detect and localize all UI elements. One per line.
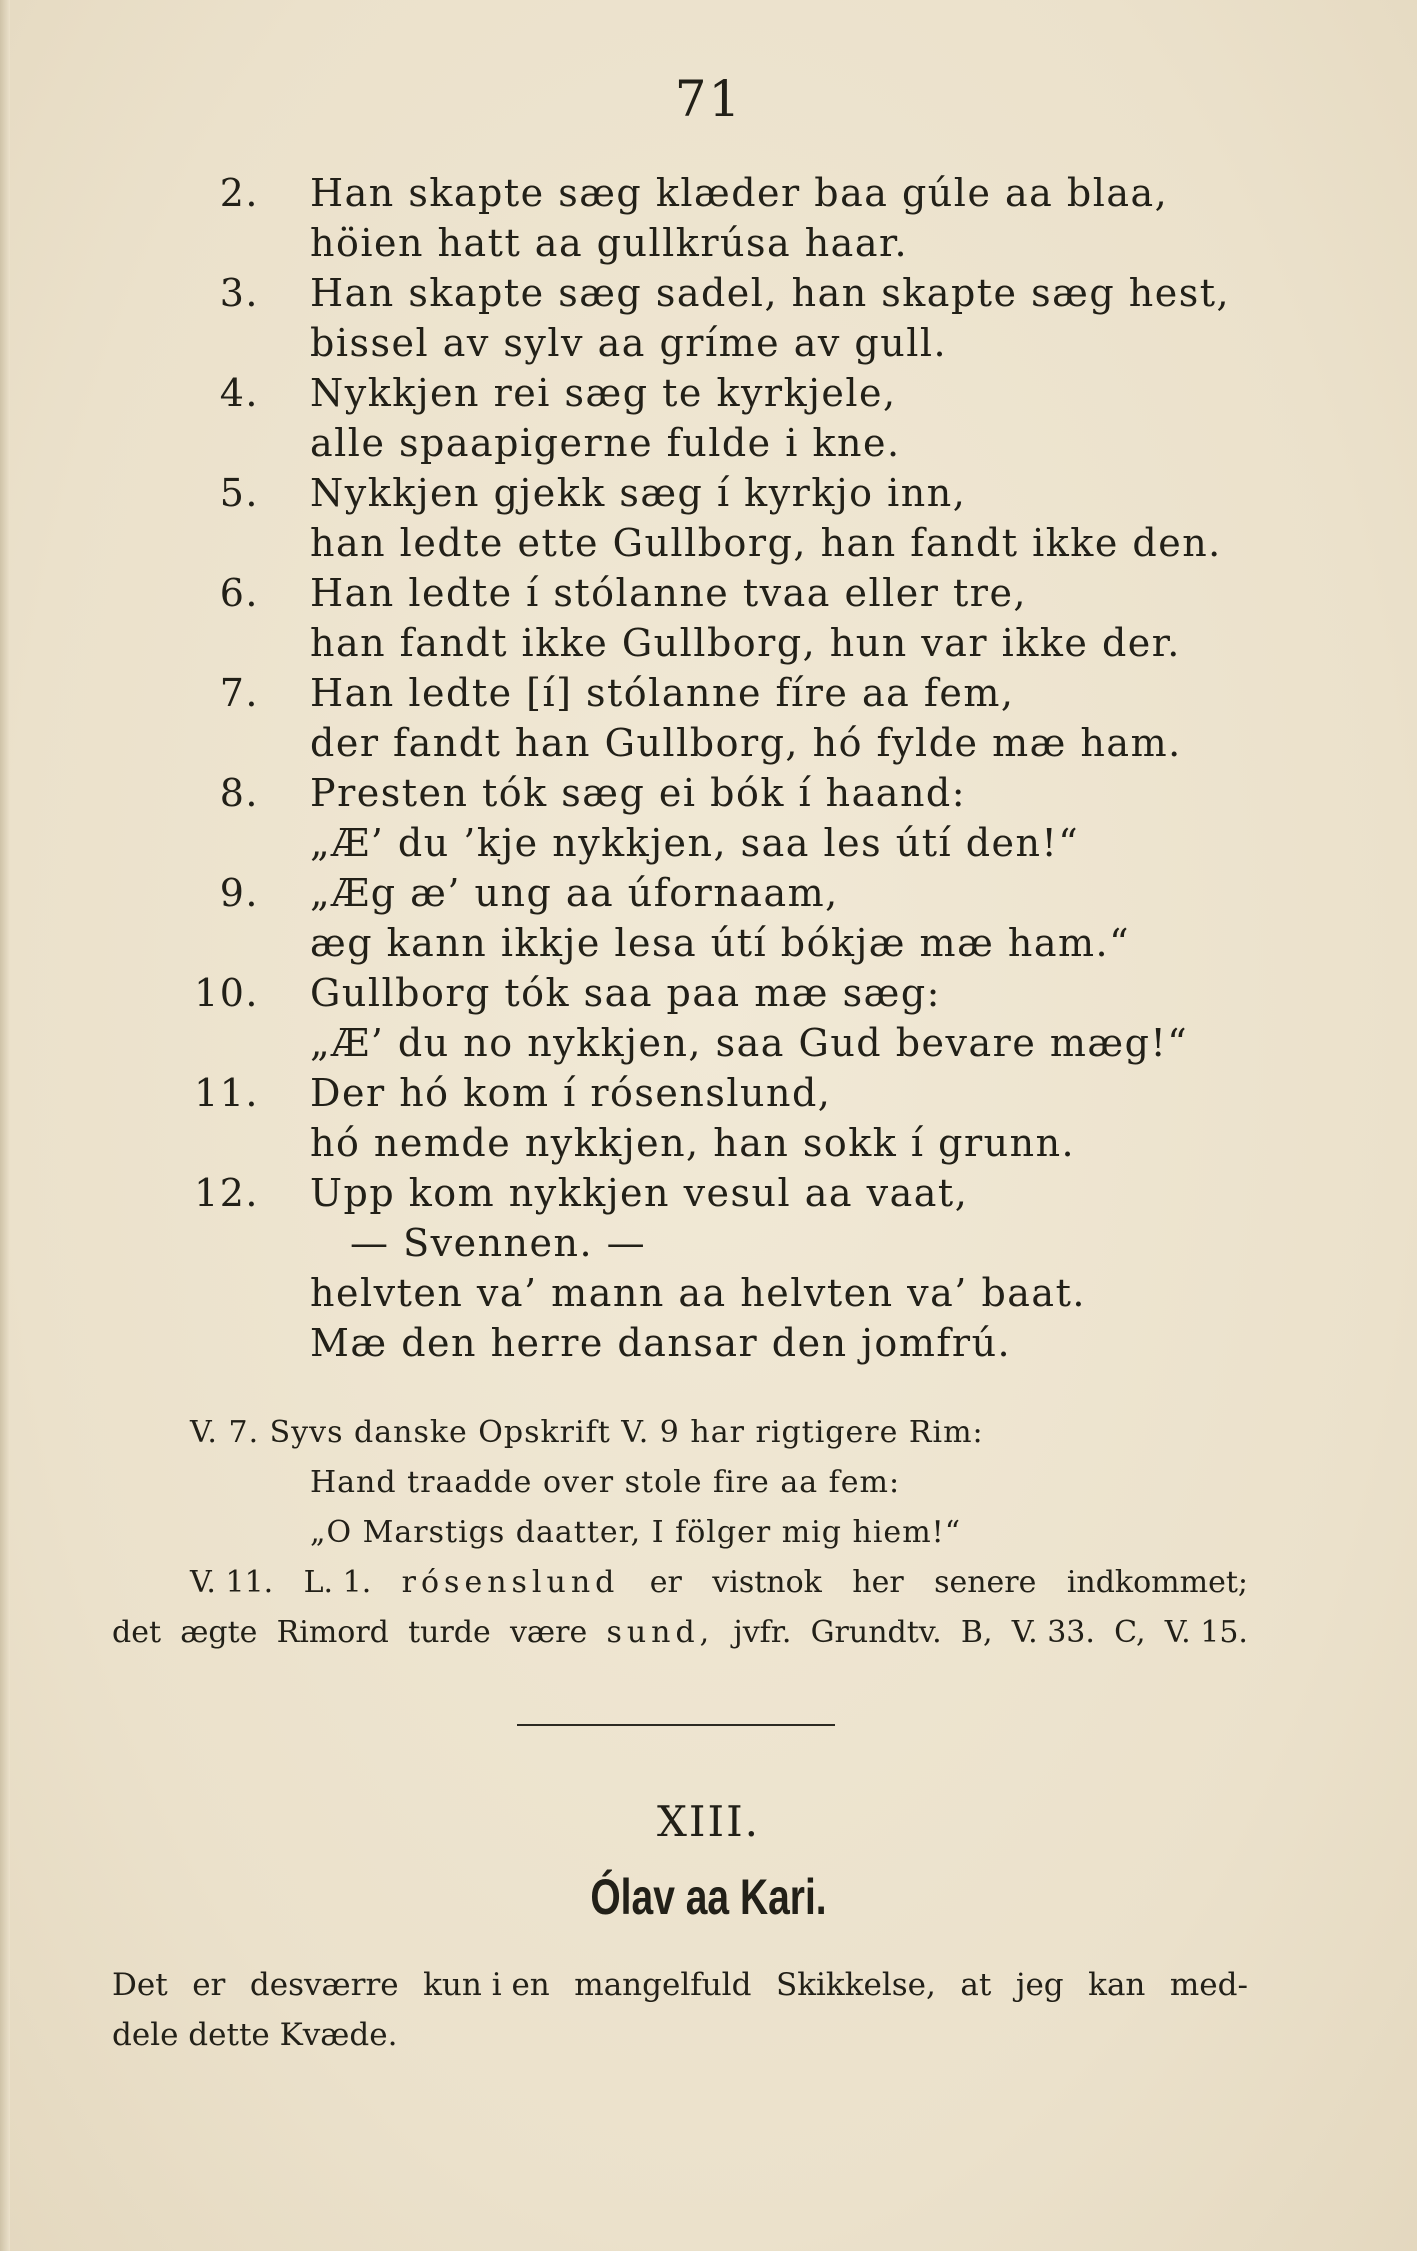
note-line [0, 1408, 1417, 1458]
word: jeg [1015, 1967, 1064, 2003]
word: med- [1169, 1967, 1248, 2003]
word: at [960, 1967, 992, 2003]
note-line [0, 1458, 1417, 1508]
note-variant-11 [190, 1558, 1248, 1608]
verse-text: helvten va’ mann aa helvten va’ baat. [310, 1271, 1086, 1315]
note-line [0, 1608, 1417, 1658]
verse-text: bissel av sylv aa gríme av gull. [310, 321, 948, 365]
word: desværre [249, 1967, 399, 2003]
verse-number: 2. [219, 171, 259, 215]
verse-text: Han ledte [í] stólanne fíre aa fem, [310, 671, 1015, 715]
verse-line [0, 1218, 1417, 1268]
word: jvfr. [733, 1615, 792, 1650]
verse-line [0, 468, 1417, 518]
intro-line [112, 1960, 1248, 2010]
word: L. 1. [303, 1565, 372, 1600]
verse-line [0, 268, 1417, 318]
verse-line [0, 1068, 1417, 1118]
word: V. 33. [1011, 1615, 1095, 1650]
verse-number: 5. [219, 471, 259, 515]
verse-number: 10. [194, 971, 259, 1015]
verse-line [0, 1168, 1417, 1218]
verse-number: 7. [219, 671, 259, 715]
word: mangelfuld [574, 1967, 752, 2003]
verse-line [0, 1318, 1417, 1368]
verse-line [0, 518, 1417, 568]
word: er [649, 1565, 682, 1600]
verse-text: der fandt han Gullborg, hó fylde mæ ham. [310, 721, 1182, 765]
verse-text: æg kann ikkje lesa útí bókjæ mæ ham.“ [310, 921, 1131, 965]
note-variant-7: V. 7. Syvs danske Opskrift V. 9 har rigtigere Rim: [190, 1415, 984, 1450]
footnotes [0, 1408, 1417, 1658]
verse-line [0, 718, 1417, 768]
verse-number: 4. [219, 371, 259, 415]
verse-line [0, 818, 1417, 868]
word: er [192, 1967, 226, 2003]
verse-text: Nykkjen gjekk sæg í kyrkjo inn, [310, 471, 967, 515]
verse-text: Han ledte í stólanne tvaa eller tre, [310, 571, 1028, 615]
verse-line [0, 368, 1417, 418]
verse-text: Han skapte sæg klæder baa gúle aa blaa, [310, 171, 1169, 215]
verse-number: 8. [219, 771, 259, 815]
section-intro [112, 1960, 1248, 2060]
word: sund, [606, 1615, 715, 1650]
verse-line [0, 1118, 1417, 1168]
word: Det [112, 1967, 168, 2003]
verse-line [0, 1268, 1417, 1318]
intro-line: dele dette Kvæde. [112, 2017, 398, 2053]
word: B, [960, 1615, 993, 1650]
verse-number: 11. [194, 1071, 259, 1115]
section-number: XIII. [656, 1797, 761, 1846]
section-title: Ólav aa Kari. [590, 1869, 827, 1925]
verse-line [0, 968, 1417, 1018]
word: vistnok [712, 1565, 822, 1600]
verse-line [0, 668, 1417, 718]
verse-number: 9. [219, 871, 259, 915]
verse-text: Han skapte sæg sadel, han skapte sæg hest, [310, 271, 1231, 315]
word: her [852, 1565, 904, 1600]
word: være [509, 1615, 588, 1650]
verse-text: Der hó kom í rósenslund, [310, 1071, 832, 1115]
word: kun i en [423, 1967, 550, 2003]
word: kan [1088, 1967, 1146, 2003]
note-quote-line: „O Marstigs daatter, I fölger mig hiem!“ [310, 1515, 962, 1550]
word: Grundtv. [810, 1615, 942, 1650]
verse-text: Nykkjen rei sæg te kyrkjele, [310, 371, 897, 415]
verse-text: „Æ’ du ’kje nykkjen, saa les útí den!“ [310, 821, 1080, 865]
ballad-verses [0, 168, 1417, 1368]
verse-text: „Æ’ du no nykkjen, saa Gud bevare mæg!“ [310, 1021, 1189, 1065]
note-line [0, 1508, 1417, 1558]
verse-text: Mæ den herre dansar den jomfrú. [310, 1321, 1012, 1365]
word: turde [408, 1615, 491, 1650]
word: V. 15. [1164, 1615, 1248, 1650]
verse-text: höien hatt aa gullkrúsa haar. [310, 221, 909, 265]
verse-text: Upp kom nykkjen vesul aa vaat, [310, 1171, 969, 1215]
word: Skikkelse, [775, 1967, 936, 2003]
verse-text: alle spaapigerne fulde i kne. [310, 421, 901, 465]
verse-number: 6. [219, 571, 259, 615]
verse-line [0, 418, 1417, 468]
note-line [0, 1558, 1417, 1608]
verse-line [0, 918, 1417, 968]
verse-line [0, 168, 1417, 218]
word: senere [934, 1565, 1037, 1600]
word: indkommet; [1066, 1565, 1248, 1600]
verse-number: 12. [194, 1171, 259, 1215]
verse-line [0, 1018, 1417, 1068]
word: C, [1114, 1615, 1146, 1650]
verse-text: hó nemde nykkjen, han sokk í grunn. [310, 1121, 1076, 1165]
note-rimord [112, 1608, 1248, 1658]
word: Rimord [276, 1615, 389, 1650]
note-quote-line: Hand traadde over stole fire aa fem: [310, 1465, 901, 1500]
verse-text: Gullborg tók saa paa mæ sæg: [310, 971, 941, 1015]
verse-text: han ledte ette Gullborg, han fandt ikke den. [310, 521, 1222, 565]
verse-line [0, 768, 1417, 818]
verse-number: 3. [219, 271, 259, 315]
word: det [112, 1615, 162, 1650]
verse-line [0, 318, 1417, 368]
word: ægte [180, 1615, 258, 1650]
page-number: 71 [674, 70, 743, 128]
verse-line [0, 568, 1417, 618]
verse-line [0, 218, 1417, 268]
verse-line [0, 868, 1417, 918]
verse-line [0, 618, 1417, 668]
verse-text: Presten tók sæg ei bók í haand: [310, 771, 967, 815]
word: V. 11. [190, 1565, 274, 1600]
section-divider [517, 1724, 835, 1726]
word: rósenslund [401, 1565, 620, 1600]
verse-text: „Æg æ’ ung aa úfornaam, [310, 871, 839, 915]
refrain-text: — Svennen. — [350, 1221, 647, 1265]
verse-text: han fandt ikke Gullborg, hun var ikke der. [310, 621, 1181, 665]
